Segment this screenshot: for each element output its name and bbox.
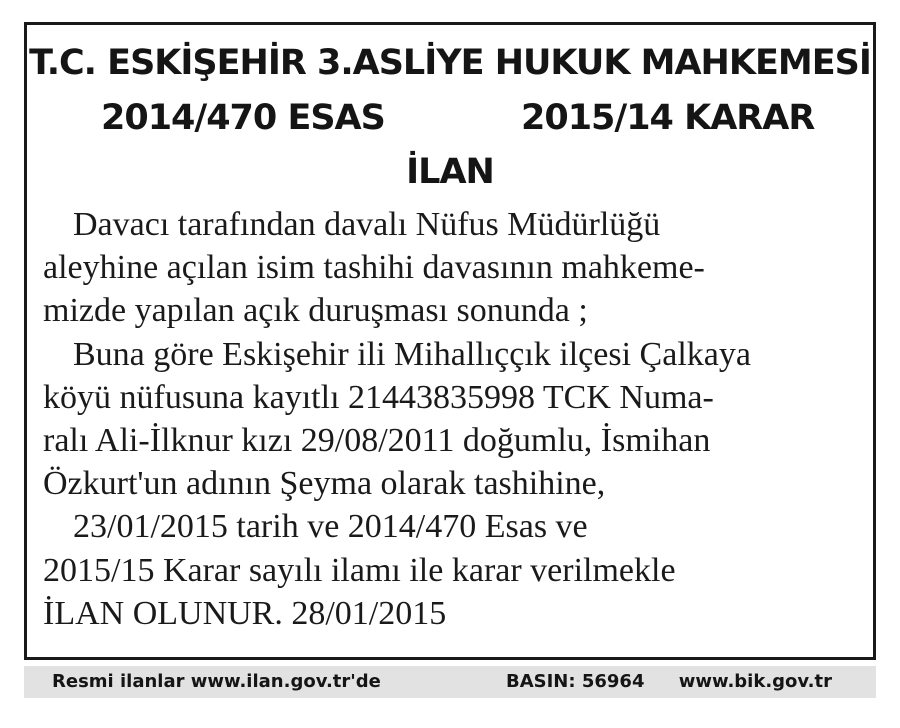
footer-bar (24, 666, 876, 698)
body-line: 2015/15 Karar sayılı ilamı ile karar verilmekle (43, 551, 676, 589)
body-line: 23/01/2015 tarih ve 2014/470 Esas ve (73, 508, 588, 546)
notice-heading: İLAN (406, 152, 494, 192)
basin-number: BASIN: 56964 (506, 671, 645, 692)
body-line: köyü nüfusuna kayıtlı 21443835998 TCK Numa- (43, 378, 714, 416)
body-line: aleyhine açılan isim tashihi davasının mahkeme- (43, 249, 705, 287)
body-line: Özkurt'un adının Şeyma olarak tashihine, (43, 465, 606, 503)
body-line: ralı Ali-İlknur kızı 29/08/2011 doğumlu, İsmihan (43, 422, 711, 460)
legal-notice-box (24, 22, 876, 660)
bik-url: www.bik.gov.tr (678, 671, 832, 692)
case-karar-number: 2015/14 KARAR (521, 98, 815, 138)
notice-body (43, 203, 863, 635)
case-esas-number: 2014/470 ESAS (101, 98, 385, 138)
court-title: T.C. ESKİŞEHİR 3.ASLİYE HUKUK MAHKEMESİ (29, 43, 871, 83)
body-line: Davacı tarafından davalı Nüfus Müdürlüğü (73, 206, 661, 243)
resmi-ilanlar-link-text: Resmi ilanlar www.ilan.gov.tr'de (52, 671, 381, 692)
body-line: Buna göre Eskişehir ili Mihallıççık ilçesi Çalkaya (73, 335, 751, 373)
body-line: İLAN OLUNUR. 28/01/2015 (43, 594, 447, 632)
body-line: mizde yapılan açık duruşması sonunda ; (43, 292, 588, 330)
